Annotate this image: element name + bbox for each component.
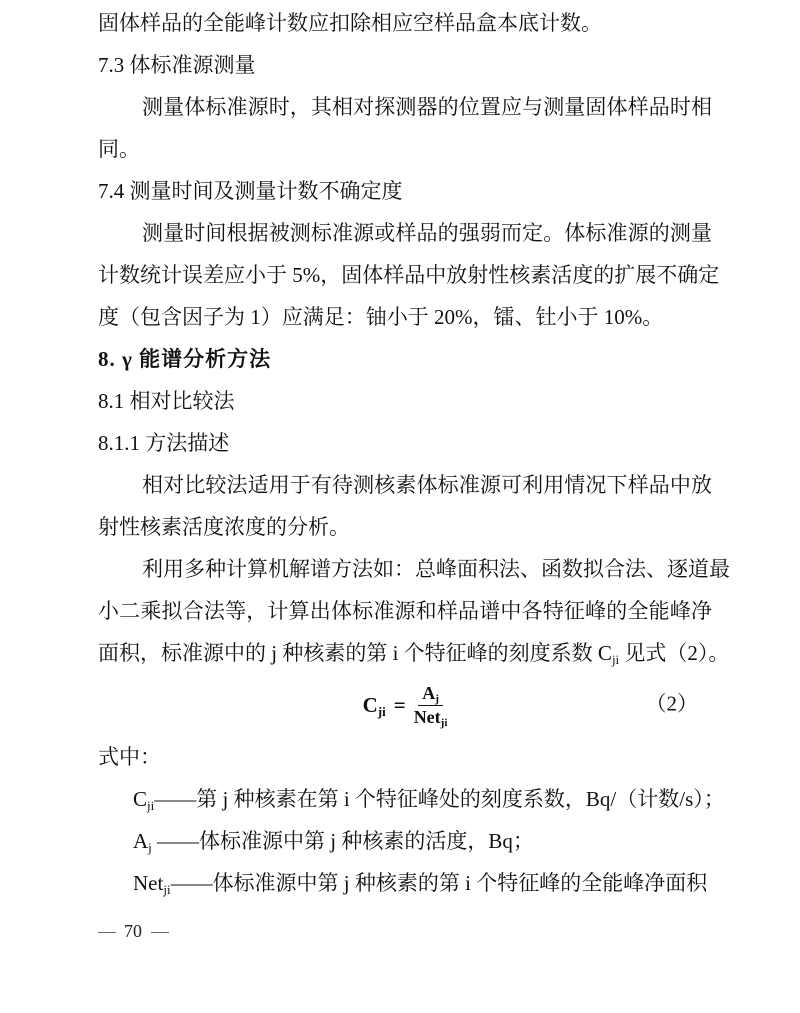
fraction-denominator: Net$_{ji}$	[413, 706, 448, 729]
definition-aj	[98, 820, 712, 862]
definition-cji-text: 第 j 种核素在第 i 个特征峰处的刻度系数，Bq/（计数/s）；	[196, 787, 725, 811]
page-footer	[98, 920, 168, 942]
equation-fraction	[414, 683, 448, 727]
footer-right-dash: —	[151, 921, 168, 941]
para-8-1-1b-line-3-pre: 面积，标准源中的 j 种核素的第 i 个特征峰的刻度系数	[98, 641, 598, 665]
definition-cji-dash: ——	[154, 787, 197, 811]
definition-netji-symbol: Net$_{ji}$	[133, 871, 171, 897]
para-8-1-1b-line-3	[98, 632, 730, 674]
para-7-3-line-2: 同。	[98, 137, 140, 161]
definition-aj-dash: ——	[151, 829, 200, 853]
para-7-4-line-2: 计数统计误差应小于 5%，固体样品中放射性核素活度的扩展不确定	[98, 263, 720, 287]
para-8-1-1b-line-2: 小二乘拟合法等，计算出体标准源和样品谱中各特征峰的全能峰净	[98, 599, 712, 623]
equation-2	[98, 674, 712, 736]
para-8-1-1b-line-1: 利用多种计算机解谱方法如：总峰面积法、函数拟合法、逐道最	[142, 557, 730, 581]
fraction-numerator: $A_j$	[418, 683, 443, 706]
para-7-4-line-3: 度（包含因子为 1）应满足：铀小于 20%，镭、钍小于 10%。	[98, 305, 664, 329]
para-7-3-line-1: 测量体标准源时，其相对探测器的位置应与测量固体样品时相	[142, 95, 712, 119]
equation-lhs: $C_{ji}$	[362, 692, 386, 719]
definition-netji-text: 体标准源中第 j 种核素的第 i 个特征峰的全能峰净面积	[212, 871, 708, 895]
body-line-continuation: 固体样品的全能峰计数应扣除相应空样品盒本底计数。	[98, 11, 602, 35]
inline-symbol-cji: $C_{ji}$	[597, 641, 620, 667]
page-number: 70	[124, 921, 142, 941]
para-8-1-1b-line-3-post: 见式（2）。	[619, 641, 730, 665]
definition-netji	[98, 862, 712, 904]
definition-aj-text: 体标准源中第 j 种核素的活度，Bq；	[199, 829, 534, 853]
heading-8: 8. γ 能谱分析方法	[98, 347, 272, 371]
heading-8-1: 8.1 相对比较法	[98, 389, 235, 413]
para-7-4-line-1: 测量时间根据被测标准源或样品的强弱而定。体标准源的测量	[142, 221, 712, 245]
definition-aj-symbol: $A_j$	[133, 829, 152, 855]
heading-7-3: 7.3 体标准源测量	[98, 53, 256, 77]
definition-cji	[98, 778, 725, 820]
where-label: 式中：	[98, 745, 161, 769]
para-8-1-1a-line-1: 相对比较法适用于有待测核素体标准源可利用情况下样品中放	[142, 473, 712, 497]
para-8-1-1a-line-2: 射性核素活度浓度的分析。	[98, 515, 350, 539]
equation-number: （2）	[645, 691, 698, 716]
heading-8-1-1: 8.1.1 方法描述	[98, 431, 230, 455]
heading-7-4: 7.4 测量时间及测量计数不确定度	[98, 179, 403, 203]
footer-left-dash: —	[98, 921, 115, 941]
definition-netji-dash: ——	[170, 871, 213, 895]
equals-sign: =	[393, 692, 406, 717]
definition-cji-symbol: $C_{ji}$	[133, 787, 155, 813]
page-content	[98, 2, 730, 904]
